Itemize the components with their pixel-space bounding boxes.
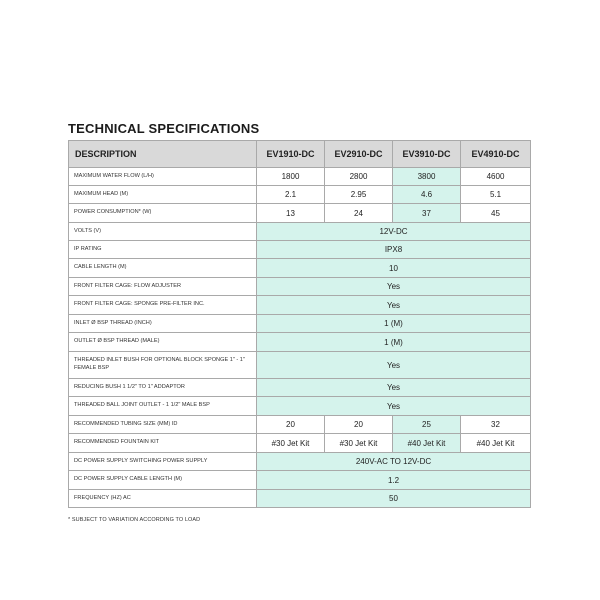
merged-value: 50	[257, 490, 531, 508]
table-row	[69, 397, 531, 416]
column-header-description: DESCRIPTION	[69, 141, 257, 168]
table-row	[69, 471, 531, 490]
merged-value: Yes	[257, 397, 531, 416]
cell-value: 13	[257, 204, 325, 223]
cell-value: 4600	[461, 168, 531, 186]
table-row	[69, 333, 531, 352]
cell-value: 2.95	[325, 186, 393, 204]
cell-value: 25	[393, 416, 461, 434]
table-row	[69, 416, 531, 434]
table-row	[69, 223, 531, 241]
row-label: FRONT FILTER CAGE: FLOW ADJUSTER	[69, 278, 257, 296]
row-label: POWER CONSUMPTION* (W)	[69, 204, 257, 223]
merged-value: 1.2	[257, 471, 531, 490]
cell-value: 32	[461, 416, 531, 434]
footnote: * SUBJECT TO VARIATION ACCORDING TO LOAD	[68, 517, 201, 523]
table-row	[69, 186, 531, 204]
cell-value: 20	[325, 416, 393, 434]
merged-value: Yes	[257, 379, 531, 397]
table-row	[69, 168, 531, 186]
cell-value: 37	[393, 204, 461, 223]
cell-value: 2800	[325, 168, 393, 186]
header-row	[69, 141, 531, 168]
row-label: RECOMMENDED TUBING SIZE (MM) ID	[69, 416, 257, 434]
column-header-ev1910: EV1910-DC	[257, 141, 325, 168]
table-row	[69, 278, 531, 296]
column-header-ev2910: EV2910-DC	[325, 141, 393, 168]
table-row	[69, 434, 531, 453]
row-label: OUTLET Ø BSP THREAD (MALE)	[69, 333, 257, 352]
merged-value: 12V-DC	[257, 223, 531, 241]
row-label: REDUCING BUSH 1 1/2" TO 1" ADDAPTOR	[69, 379, 257, 397]
row-label: IP RATING	[69, 241, 257, 259]
row-label: FRONT FILTER CAGE: SPONGE PRE-FILTER INC.	[69, 296, 257, 315]
cell-value: #40 Jet Kit	[393, 434, 461, 453]
table-row	[69, 490, 531, 508]
row-label: DC POWER SUPPLY SWITCHING POWER SUPPLY	[69, 453, 257, 471]
column-header-ev3910: EV3910-DC	[393, 141, 461, 168]
merged-value: IPX8	[257, 241, 531, 259]
row-label: THREADED INLET BUSH FOR OPTIONAL BLOCK SPONGE 1" - 1" FEMALE BSP	[69, 352, 257, 379]
cell-value: 4.6	[393, 186, 461, 204]
page-title: TECHNICAL SPECIFICATIONS	[68, 121, 260, 136]
cell-value: 2.1	[257, 186, 325, 204]
cell-value: 20	[257, 416, 325, 434]
cell-value: #30 Jet Kit	[325, 434, 393, 453]
row-label: FREQUENCY (HZ) AC	[69, 490, 257, 508]
row-label: DC POWER SUPPLY CABLE LENGTH (M)	[69, 471, 257, 490]
row-label: VOLTS (V)	[69, 223, 257, 241]
row-label: INLET Ø BSP THREAD (INCH)	[69, 315, 257, 333]
cell-value: 1800	[257, 168, 325, 186]
cell-value: 45	[461, 204, 531, 223]
table-row	[69, 453, 531, 471]
merged-value: 1 (M)	[257, 333, 531, 352]
row-label: MAXIMUM HEAD (M)	[69, 186, 257, 204]
table-row	[69, 296, 531, 315]
table-row	[69, 379, 531, 397]
column-header-ev4910: EV4910-DC	[461, 141, 531, 168]
row-label: RECOMMENDED FOUNTAIN KIT	[69, 434, 257, 453]
row-label: MAXIMUM WATER FLOW (L/H)	[69, 168, 257, 186]
table-row	[69, 204, 531, 223]
merged-value: Yes	[257, 278, 531, 296]
cell-value: 5.1	[461, 186, 531, 204]
table-row	[69, 315, 531, 333]
cell-value: #30 Jet Kit	[257, 434, 325, 453]
merged-value: Yes	[257, 352, 531, 379]
cell-value: #40 Jet Kit	[461, 434, 531, 453]
table-row	[69, 259, 531, 278]
merged-value: 10	[257, 259, 531, 278]
table-row	[69, 352, 531, 379]
row-label: THREADED BALL JOINT OUTLET - 1 1/2" MALE BSP	[69, 397, 257, 416]
spec-table	[68, 140, 531, 508]
merged-value: 1 (M)	[257, 315, 531, 333]
cell-value: 24	[325, 204, 393, 223]
row-label: CABLE LENGTH (M)	[69, 259, 257, 278]
cell-value: 3800	[393, 168, 461, 186]
merged-value: 240V-AC TO 12V-DC	[257, 453, 531, 471]
table-row	[69, 241, 531, 259]
merged-value: Yes	[257, 296, 531, 315]
